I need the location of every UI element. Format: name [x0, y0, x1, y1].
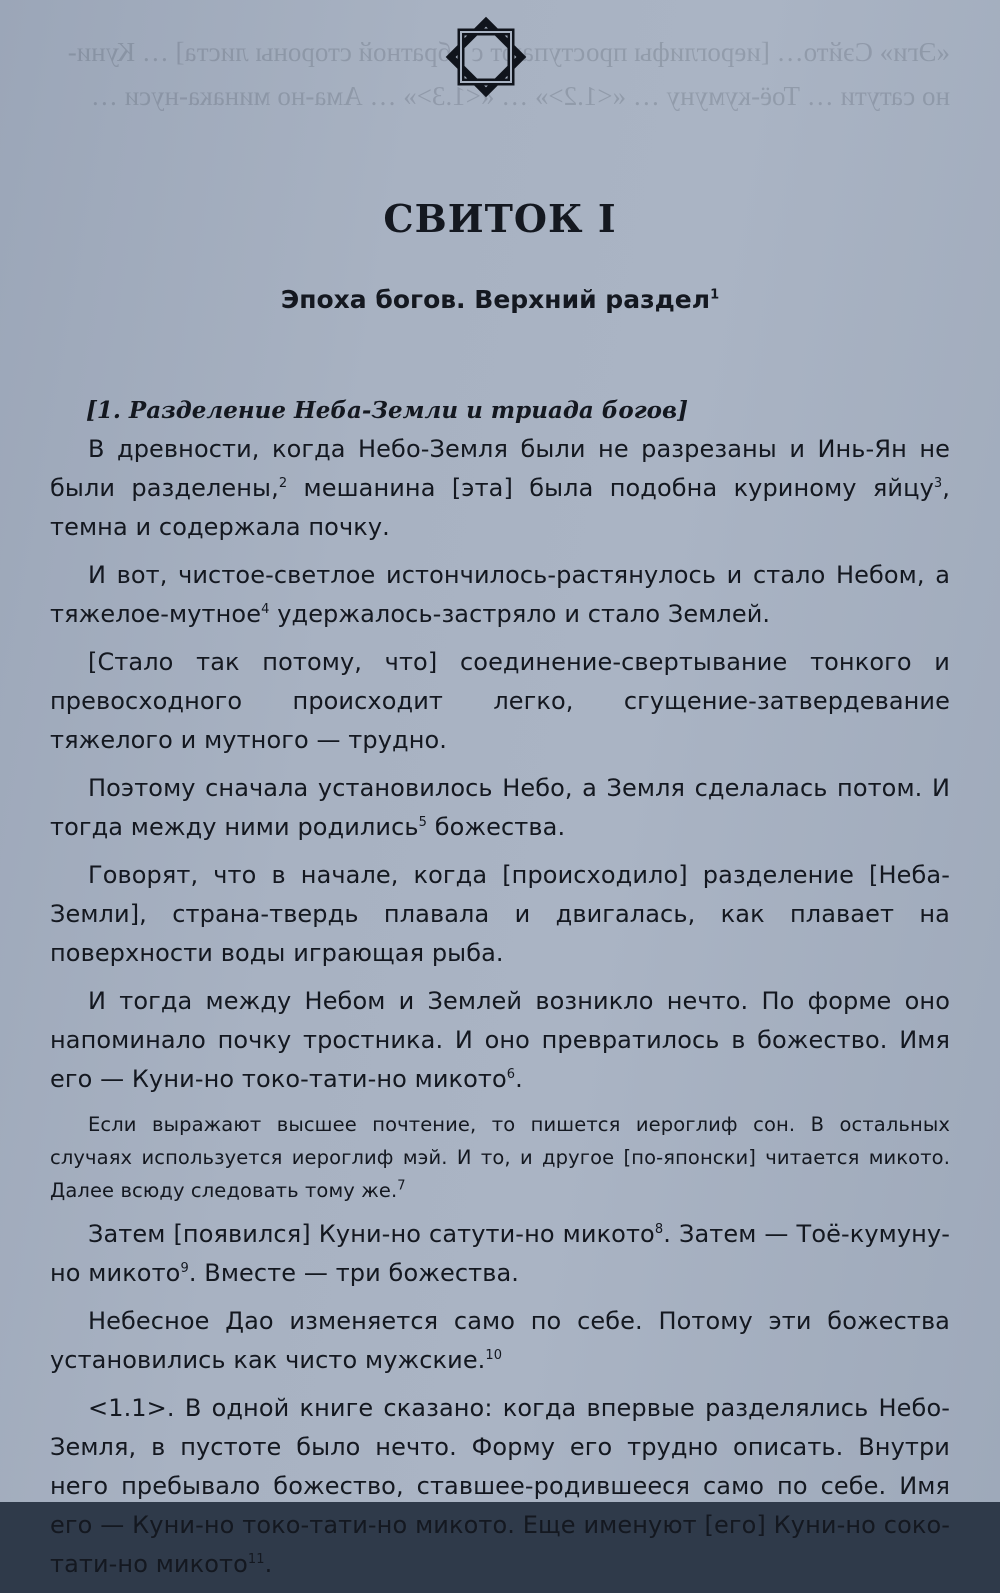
paragraph-3: [50, 643, 950, 760]
text-run: .: [264, 1550, 273, 1578]
scroll-title: СВИТОК I: [383, 196, 617, 241]
commentary-note: [50, 1108, 950, 1207]
text-run: , темна и содержала почку.: [50, 474, 950, 541]
paragraph-1: [50, 430, 950, 547]
text-run: . Вместе — три божества.: [188, 1259, 519, 1287]
paragraph-2: [50, 556, 950, 634]
text-run: Затем [появился] Куни-но сатути-но микото: [88, 1220, 655, 1248]
footnote-marker: 9: [180, 1261, 189, 1276]
footnote-marker: 7: [397, 1178, 406, 1194]
text-run: удержалось-застряло и стало Землей.: [269, 600, 771, 628]
paragraph-6: [50, 982, 950, 1099]
footnote-marker: 3: [933, 476, 943, 491]
subtitle: [0, 285, 1000, 314]
footnote-marker: 10: [485, 1348, 503, 1363]
section-heading: [1. Разделение Неба-Земли и триада богов]: [86, 397, 688, 424]
paragraph-7: [50, 1215, 950, 1293]
footnote-marker: 1: [710, 287, 720, 303]
paragraph-8: [50, 1302, 950, 1380]
text-run: <1.1>. В одной книге сказано: когда впервые разделялись Небо-Земля, в пустоте было нечто. Форму его трудно описать. Внутри него пребывало божество, ставшее-родившееся само по себе. Имя его — Куни-но токо-тати-но микото. Еще именуют [его] Куни-но соко-тати-но микото: [50, 1394, 950, 1578]
footnote-marker: 4: [261, 602, 270, 617]
text-run: .: [515, 1065, 523, 1093]
text-run: Небесное Дао изменяется само по себе. Потому эти божества установились как чисто мужские.: [50, 1307, 950, 1374]
paragraph-5: [50, 856, 950, 973]
text-run: божества.: [427, 813, 566, 841]
subtitle-text: Эпоха богов. Верхний раздел: [280, 285, 711, 314]
main-text: [50, 430, 950, 1593]
text-run: мешанина [эта] была подобна куриному яйцу: [287, 474, 934, 502]
text-run: Если выражают высшее почтение, то пишется иероглиф сон. В остальных случаях используется иероглиф мэй. И то, и другое [по-японски] читается микото. Далее всюду следовать тому же.: [50, 1113, 950, 1202]
text-run: [Стало так потому, что] соединение-свертывание тонкого и превосходного происходит легко, сгущение-затвердевание тяжелого и мутного — трудно.: [50, 648, 950, 754]
footnote-marker: 6: [506, 1067, 516, 1082]
text-run: Говорят, что в начале, когда [происходило] разделение [Неба-Земли], страна-твердь плавала и двигалась, как плавает на поверхности воды играющая рыба.: [50, 861, 950, 967]
footnote-marker: 8: [654, 1222, 664, 1237]
paragraph-4: [50, 769, 950, 847]
text-run: В древности, когда Небо-Земля были не разрезаны и Инь-Ян не были разделены,: [50, 435, 950, 502]
footnote-marker: 5: [418, 815, 428, 830]
footnote-marker: 2: [278, 476, 288, 491]
bleed-through-text: «Эги» Сэйто… [иероглифы проступают с обратной стороны листа] … Куни-но сатути … Тоё-кумуну … «<1.2>» … «<1.3>» … Ама-но минака-нуси …: [67, 37, 950, 111]
footnote-marker: 11: [247, 1552, 265, 1567]
text-run: И вот, чистое-светлое истончилось-растянулось и стало Небом, а тяжелое-мутное: [50, 561, 950, 628]
paragraph-9: [50, 1389, 950, 1584]
text-run: Поэтому сначала установилось Небо, а Земля сделалась потом. И тогда между ними родились: [50, 774, 950, 841]
text-run: И тогда между Небом и Землей возникло нечто. По форме оно напоминало почку тростника. И оно превратилось в божество. Имя его — Куни-но токо-тати-но микото: [50, 987, 950, 1093]
text-run: . Затем — Тоё-кумуну-но микото: [50, 1220, 950, 1287]
octagram-emblem-icon: [443, 14, 529, 100]
